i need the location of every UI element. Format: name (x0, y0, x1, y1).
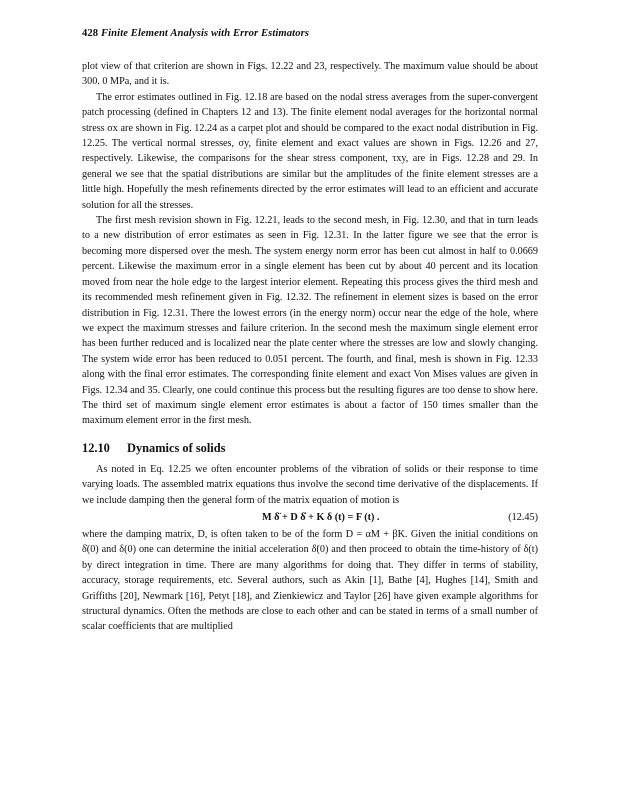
paragraph-continued: plot view of that criterion are shown in Figs. 12.22 and 23, respectively. The maximum value should be about 300. 0 MPa, and it is. (82, 61, 538, 88)
equation-12-45 (82, 509, 538, 526)
page-number: 428 (82, 28, 99, 39)
section-number: 12.10 (82, 440, 110, 455)
book-title: Finite Element Analysis with Error Estimators (100, 28, 310, 39)
paragraph-damping: where the damping matrix, D, is often taken to be of the form D = αM + βK. Given the initial conditions on δ̇(0) and δ(0) one can determine the initial acceleration δ̈(0) and then proceed to obtain the time-history of δ(t) by direct integration in time. There are many algorithms for doing that. They differ in terms of stability, accuracy, storage requirements, etc. Several authors, such as Akin [1], Bathe [4], Hughes [14], Smith and Griffiths [20], Newmark [16], Petyt [18], and Zienkiewicz and Taylor [26] have given example algorithms for structural dynamics. Often the methods are close to each other and can be stated in terms of a small number of scalar coefficients that are multiplied (82, 528, 538, 633)
paragraph-error-estimates: The error estimates outlined in Fig. 12.18 are based on the nodal stress averages from the super-convergent patch processing (defined in Chapters 12 and 13). The finite element nodal averages for the horizontal normal stress σx are shown in Fig. 12.24 as a carpet plot and should be compared to the exact nodal distribution in Fig. 12.25. The vertical normal stresses, σy, finite element and exact values are shown in Figs. 12.26 and 27, respectively. Likewise, the comparisons for the shear stress component, τxy, are in Figs. 12.28 and 29. In general we see that the spatial distributions are similar but the amplitudes of the finite element stresses are a little high. Hopefully the mesh refinements directed by the error estimates will lead to an efficient and accurate solution for all the stresses. (82, 91, 538, 211)
paragraph-dynamics-intro: As noted in Eq. 12.25 we often encounter problems of the vibration of solids or their response to time varying loads. The assembled matrix equations thus involve the second time derivative of the displacements. If we include damping then the general form of the matrix equation of motion is (82, 463, 538, 506)
running-header (82, 28, 538, 39)
equation-body: M δ̈ + D δ̇ + K δ (t) = F (t) . (262, 511, 380, 523)
section-heading (82, 441, 538, 456)
equation-number: (12.45) (508, 511, 538, 523)
section-title: Dynamics of solids (127, 440, 226, 455)
paragraph-mesh-revision: The first mesh revision shown in Fig. 12.21, leads to the second mesh, in Fig. 12.30, and that in turn leads to a new distribution of error estimates as seen in Fig. 12.31. In the latter figure we see that the error is becoming more dispersed over the mesh. The system energy norm error has been cut almost in half to 0.0669 percent. Likewise the maximum error in a single element has been cut by about 40 percent and its location moved from near the hole edge to the largest interior element. Repeating this process gives the third mesh and its recommended mesh refinement given in Fig. 12.32. The refinement in element sizes is based on the error distribution in Fig. 12.31. There the lowest errors (in the energy norm) occur near the edge of the hole, where we expect the maximum stresses and failure criterion. In the second mesh the maximum single element error has been further reduced and is localized near the plate center where the stresses are low and slowly changing. The system wide error has been reduced to 0.051 percent. The fourth, and final, mesh is shown in Fig. 12.33 along with the final error estimates. The corresponding finite element and exact Von Mises values are given in Figs. 12.34 and 35. Clearly, one could continue this process but the resulting figures are too dense to show here. The third set of maximum single element error estimates is about a factor of 150 times smaller than the maximum element error in the first mesh. (82, 215, 538, 427)
document-page (82, 28, 538, 635)
